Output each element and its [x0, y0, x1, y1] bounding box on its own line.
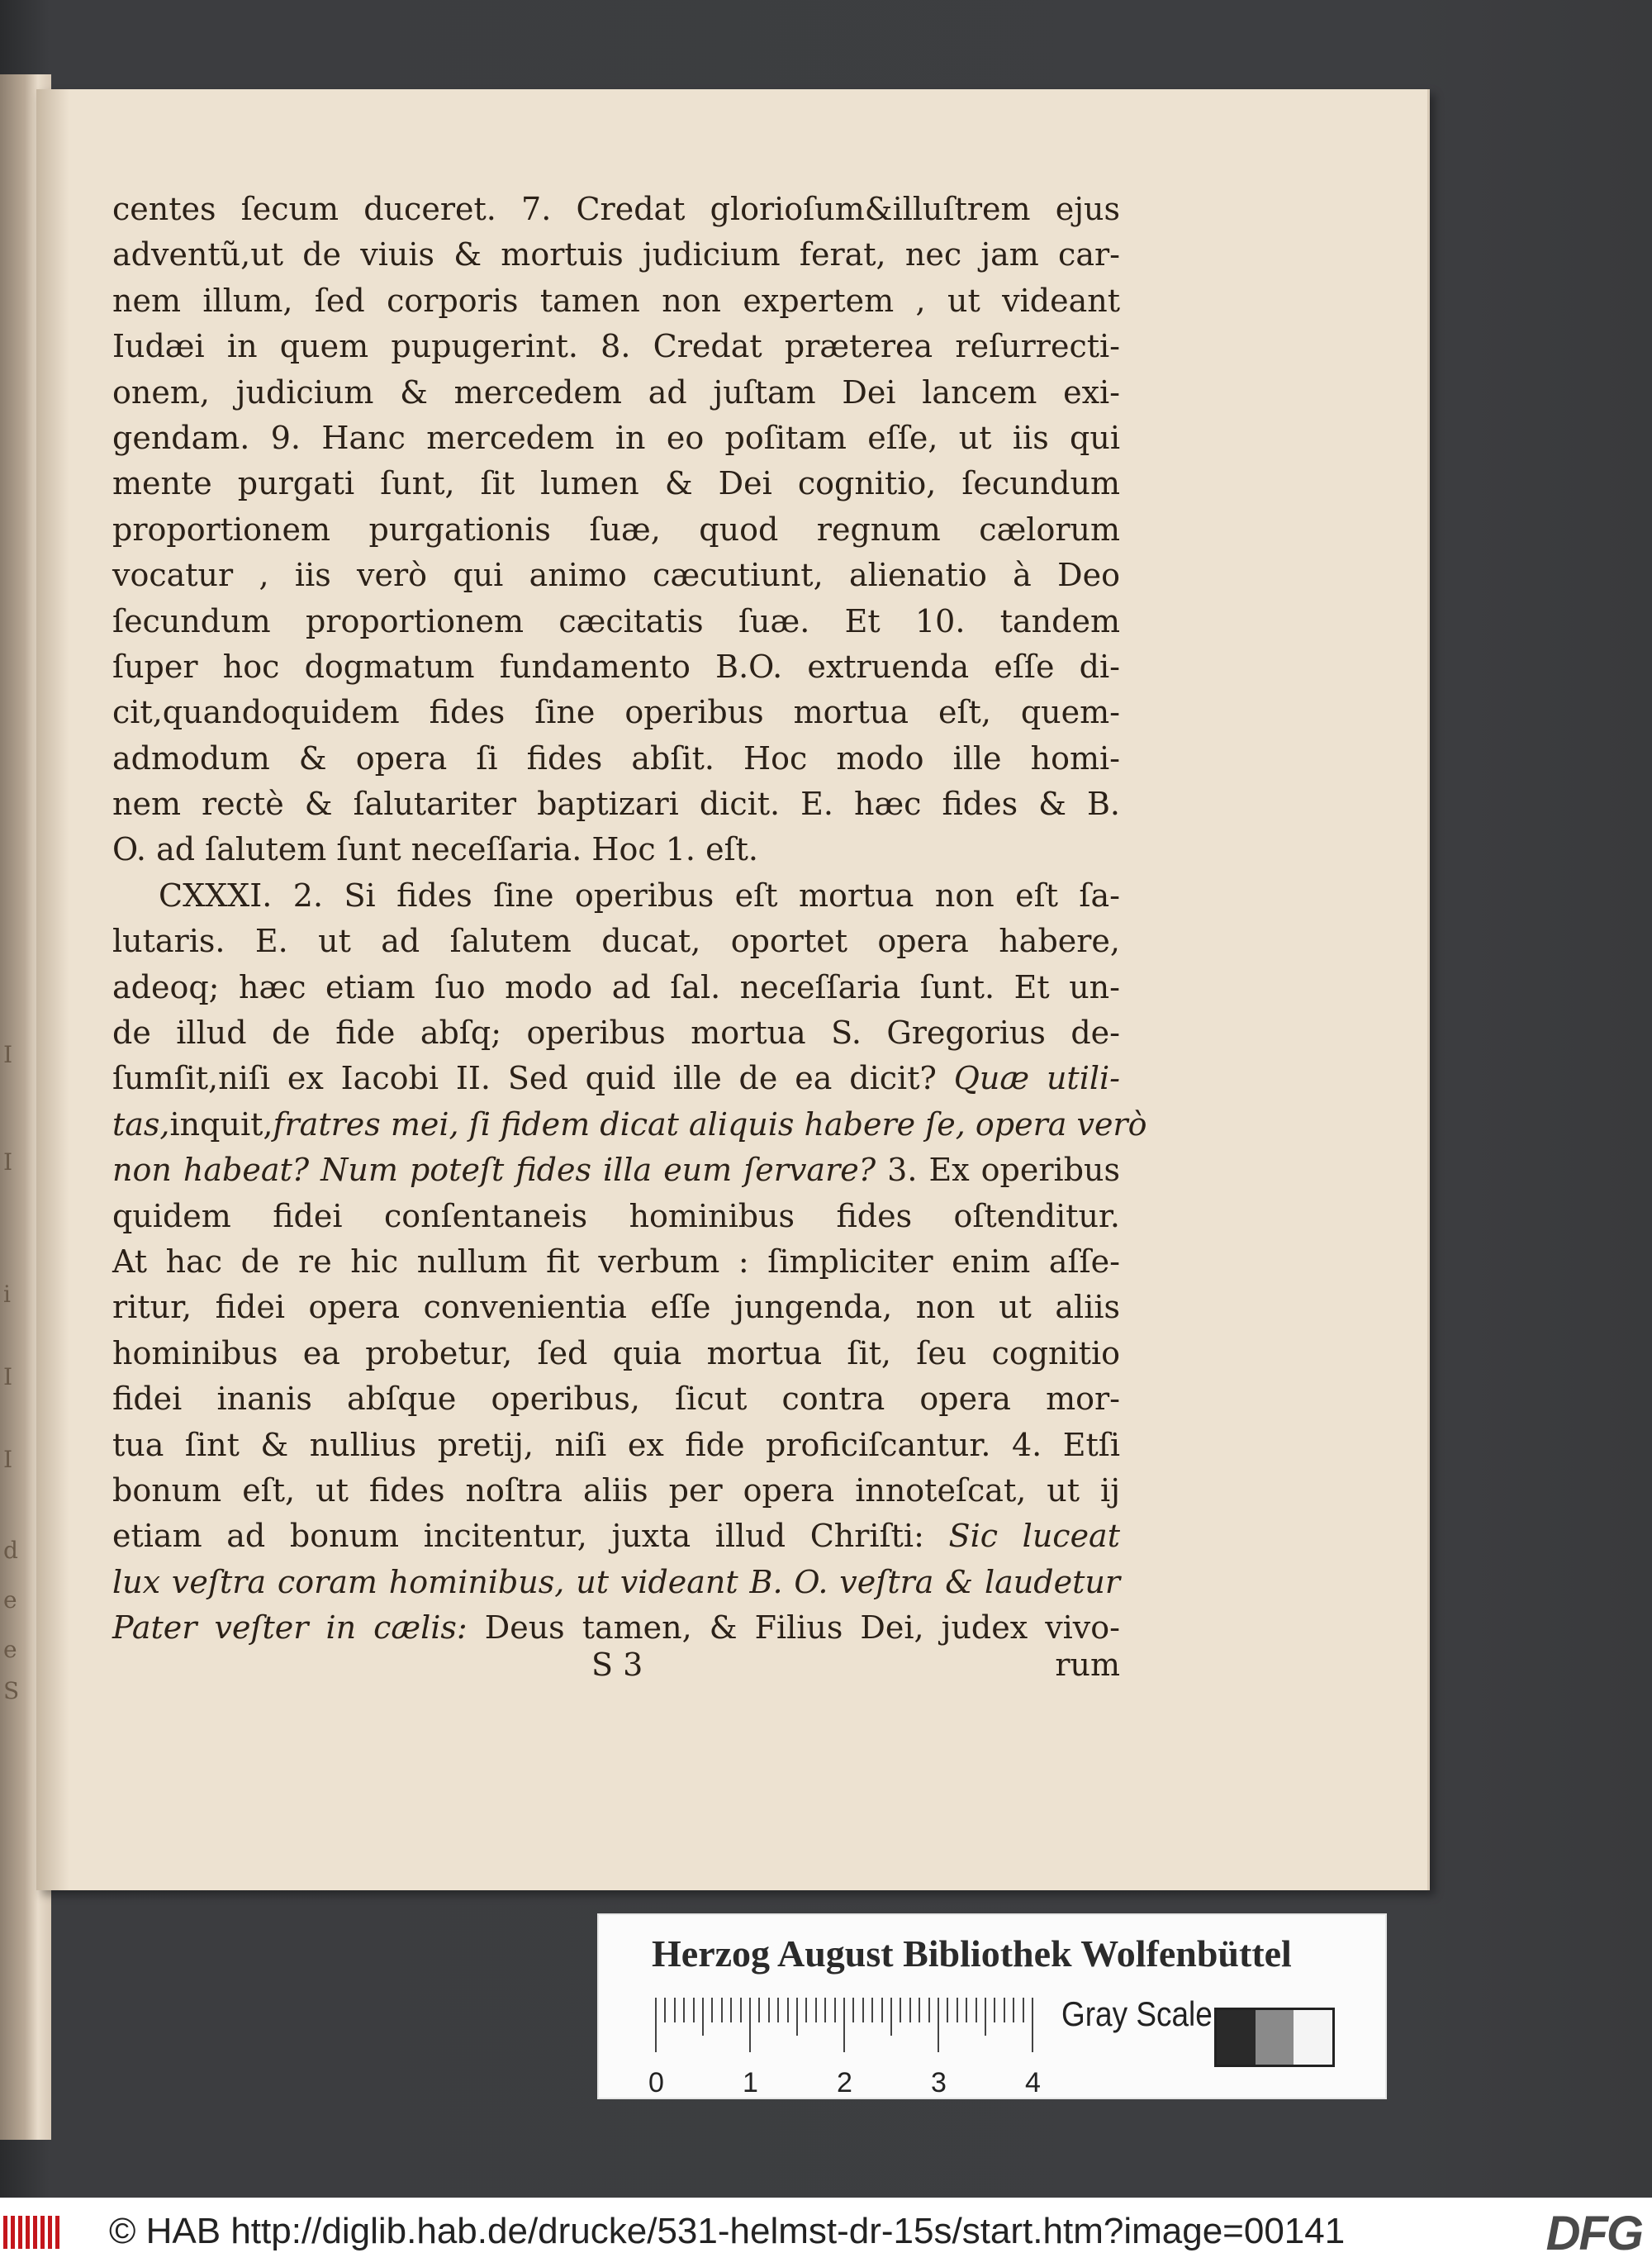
ruler-tick [1004, 1998, 1005, 2022]
edge-mark: I [3, 1041, 13, 1068]
ruler-tick [947, 1998, 948, 2022]
edge-mark: I [3, 1148, 13, 1176]
gray-scale-label: Gray Scale [1061, 1994, 1213, 2033]
ruler-tick [787, 1998, 789, 2022]
text-segment: 3. Ex operibus [876, 1152, 1120, 1189]
text-segment: inquit, [169, 1105, 273, 1143]
text-line-mixed [112, 1056, 1120, 1101]
page-gutter-shadow [36, 89, 69, 1890]
ruler-number: 4 [1025, 2067, 1041, 2098]
italic-quote: Sic luceat [948, 1518, 1120, 1555]
barcode-stripe [11, 2216, 15, 2249]
italic-quote: Pater veſter in cælis: [112, 1609, 468, 1647]
ruler-tick [796, 1998, 798, 2036]
text-line: CXXXI. 2. Si fides ſine operibus eſt mortua non eſt ſa- [159, 877, 1120, 914]
text-line: de illud de fide abſq; operibus mortua S. Gregorius de- [112, 1015, 1120, 1052]
ruler-tick [994, 1998, 995, 2022]
ruler-tick [749, 1998, 751, 2052]
text-line-mixed [112, 1102, 1147, 1148]
ruler-tick [834, 1998, 836, 2022]
text-line: gendam. 9. Hanc mercedem in eo poſitam eſſe, ut iis qui [112, 419, 1120, 456]
text-line: fidei inanis abſque operibus, ſicut contra opera mor- [112, 1381, 1120, 1418]
ruler-tick [1023, 1998, 1024, 2022]
ruler-tick [824, 1998, 826, 2022]
ruler-tick [919, 1998, 920, 2022]
color-reference-card [597, 1913, 1387, 2099]
ruler-tick [852, 1998, 854, 2022]
text-line: tua ſint & nullius pretij, niſi ex fide proficiſcantur. 4. Etſi [112, 1426, 1120, 1463]
ruler-tick [881, 1998, 883, 2022]
text-line-mixed [112, 1148, 1120, 1193]
text-line: onem, judicium & mercedem ad juſtam Dei lancem exi- [112, 373, 1120, 411]
ruler-tick [740, 1998, 742, 2022]
ruler-tick [871, 1998, 873, 2022]
text-line: ſecundum proportionem cæcitatis ſuæ. Et 10. tandem [112, 602, 1120, 639]
hab-barcode-icon [3, 2216, 66, 2249]
ruler-tick [655, 1998, 657, 2052]
ruler-tick [1032, 1998, 1033, 2052]
text-line: ritur, fidei opera convenientia eſſe jungenda, non ut aliis [112, 1289, 1120, 1326]
ruler-number: 3 [931, 2067, 947, 2098]
edge-mark: I [3, 1446, 13, 1473]
ruler-tick [674, 1998, 676, 2022]
ruler-tick [693, 1998, 695, 2022]
ruler-tick [938, 1998, 939, 2052]
text-line: bonum eſt, ut fides noſtra aliis per opera innoteſcat, ut ij [112, 1471, 1120, 1509]
barcode-stripe [40, 2216, 45, 2249]
ruler-tick [862, 1998, 864, 2022]
ruler-number: 0 [648, 2067, 664, 2098]
ruler-tick [768, 1998, 770, 2022]
ruler-tick [683, 1998, 685, 2022]
library-name: Herzog August Bibliothek Wolfenbüttel [652, 1932, 1292, 1975]
ruler-tick [976, 1998, 977, 2022]
italic-quote: fratres mei, ſi fidem dicat aliquis habere ſe, opera verò [273, 1105, 1147, 1143]
text-line: Iudæi in quem pupugerint. 8. Credat præterea reſurrecti- [112, 328, 1120, 365]
barcode-stripe [55, 2216, 59, 2249]
italic-quote: tas, [112, 1105, 170, 1143]
text-line: quidem fidei conſentaneis hominibus fides oſtenditur. [112, 1197, 1120, 1234]
text-line-mixed [112, 1514, 1120, 1559]
text-line: centes ſecum duceret. 7. Credat glorioſum&illuſtrem ejus [112, 191, 1120, 227]
ruler-tick [664, 1998, 666, 2022]
text-line: vocatur , iis verò qui animo cæcutiunt, alienatio à Deo [112, 557, 1120, 594]
barcode-stripe [26, 2216, 30, 2249]
scale-ruler [655, 1998, 1035, 2056]
text-line: admodum & opera ſi fides abſit. Hoc modo ille homi- [112, 739, 1120, 777]
text-line: O. ad ſalutem ſunt neceſſaria. Hoc 1. eſt. [112, 831, 758, 868]
edge-mark: S [3, 1677, 20, 1704]
copyright-url[interactable]: © HAB http://diglib.hab.de/drucke/531-helmst-dr-15s/start.htm?image=00141 [109, 2211, 1346, 2251]
ruler-tick [730, 1998, 732, 2022]
book-page [36, 89, 1430, 1890]
text-line: mente purgati ſunt, ſit lumen & Dei cognitio, ſecundum [112, 465, 1120, 502]
barcode-stripe [33, 2216, 37, 2249]
text-segment: ſumſit,niſi ex Iacobi II. Sed quid ille de ea dicit? [112, 1060, 954, 1097]
text-line: lutaris. E. ut ad ſalutem ducat, oportet opera habere, [112, 923, 1120, 960]
ruler-tick [985, 1998, 986, 2036]
text-line: adventũ,ut de viuis & mortuis judicium ferat, nec jam car- [112, 236, 1120, 273]
edge-mark: d [3, 1537, 18, 1564]
dfg-logo: DFG [1545, 2207, 1642, 2260]
ruler-tick [815, 1998, 817, 2022]
barcode-stripe [18, 2216, 22, 2249]
text-line: hominibus ea probetur, ſed quia mortua ſit, ſeu cognitio [112, 1334, 1120, 1371]
gray-swatch [1217, 2010, 1256, 2065]
ruler-tick [1013, 1998, 1014, 2022]
italic-quote: Quæ utili- [953, 1060, 1121, 1097]
ruler-tick [909, 1998, 911, 2022]
copyright-bar [0, 2198, 1652, 2267]
ruler-tick [758, 1998, 760, 2022]
text-line: At hac de re hic nullum fit verbum : ſimpliciter enim aſſe- [112, 1243, 1120, 1280]
ruler-tick [721, 1998, 723, 2022]
ruler-tick [777, 1998, 779, 2022]
barcode-stripe [3, 2216, 7, 2249]
text-line: cit,quandoquidem fides ſine operibus mortua eſt, quem- [112, 694, 1120, 731]
text-line: adeoq; hæc etiam ſuo modo ad ſal. neceſſaria ſunt. Et un- [112, 968, 1120, 1005]
page-footer [112, 1647, 1120, 1696]
ruler-tick [843, 1998, 845, 2052]
edge-mark: e [3, 1636, 17, 1663]
italic-quote: non habeat? Num poteſt fides illa eum ſervare? [112, 1152, 876, 1189]
barcode-stripe [48, 2216, 52, 2249]
gray-scale-swatch [1214, 2008, 1335, 2067]
ruler-tick [966, 1998, 967, 2022]
signature-mark: S 3 [591, 1647, 643, 1683]
text-line: nem rectè & ſalutariter baptizari dicit. E. hæc fides & B. [112, 786, 1120, 823]
ruler-tick [957, 1998, 958, 2022]
ruler-tick [900, 1998, 901, 2022]
ruler-tick [890, 1998, 892, 2036]
edge-mark: I [3, 1363, 13, 1390]
catchword: rum [1055, 1647, 1120, 1683]
page-text [112, 187, 1147, 1652]
edge-mark: e [3, 1586, 17, 1614]
text-line: nem illum, ſed corporis tamen non expertem , ut videant [112, 282, 1120, 319]
ruler-tick [805, 1998, 807, 2022]
gray-swatch [1294, 2010, 1332, 2065]
italic-quote: lux veſtra coram hominibus, ut videant B. O. veſtra & laudetur [112, 1563, 1120, 1600]
text-line-mixed [112, 1605, 1120, 1651]
text-line: ſuper hoc dogmatum fundamento B.O. extruenda eſſe di- [112, 648, 1120, 685]
ruler-number: 2 [837, 2067, 852, 2098]
ruler-tick [928, 1998, 930, 2022]
ruler-tick [711, 1998, 713, 2022]
edge-mark: i [3, 1281, 11, 1308]
text-line: proportionem purgationis ſuæ, quod regnum cælorum [112, 511, 1120, 548]
ruler-number: 1 [743, 2067, 758, 2098]
gray-swatch [1256, 2010, 1294, 2065]
text-segment: etiam ad bonum incitentur, juxta illud Chriſti: [112, 1518, 949, 1555]
ruler-tick [702, 1998, 704, 2036]
text-segment: Deus tamen, & Filius Dei, judex vivo- [467, 1609, 1120, 1647]
